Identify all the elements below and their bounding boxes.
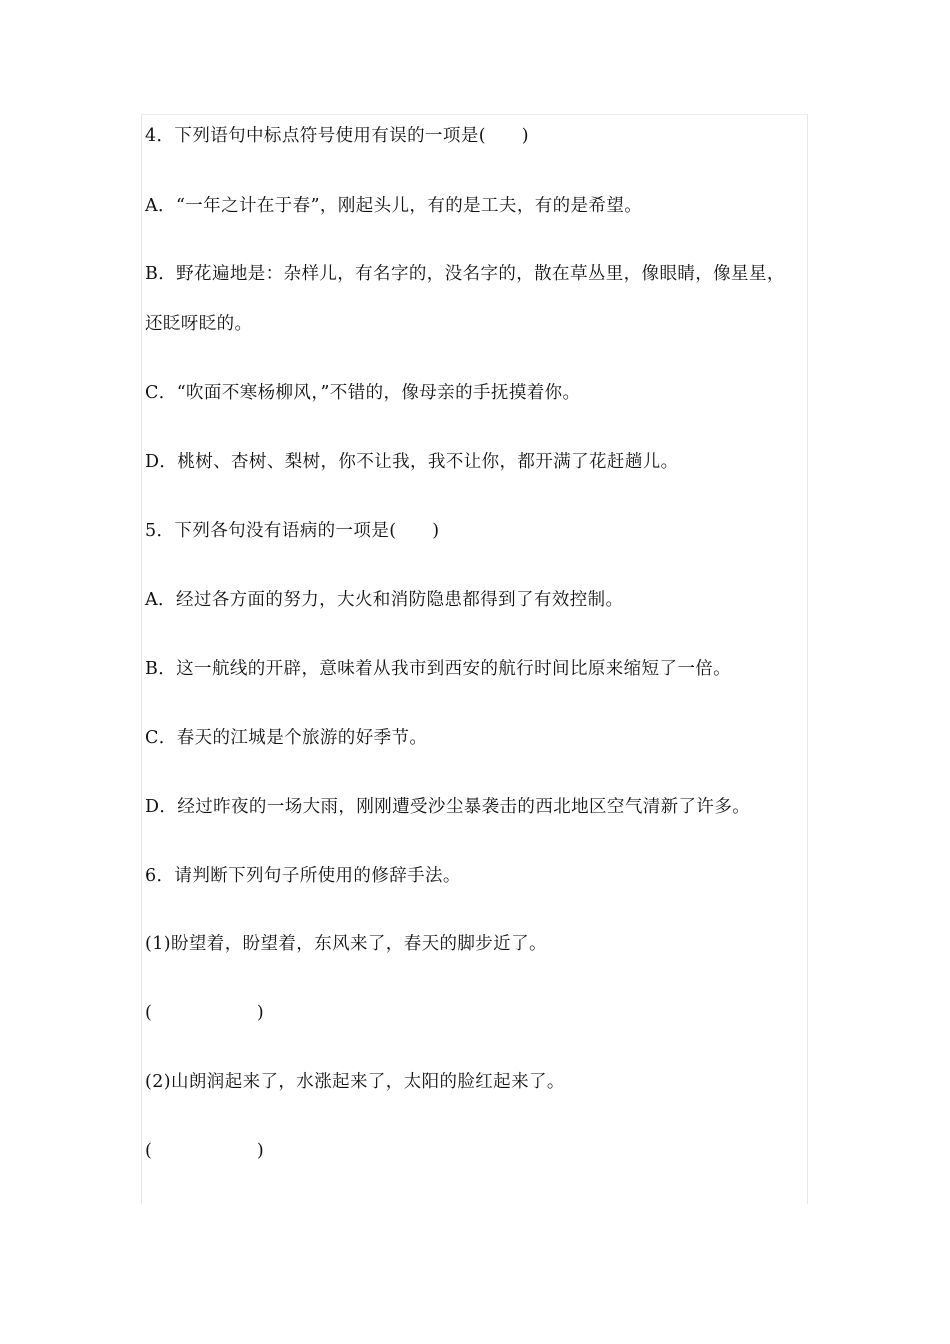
question-6-item-2: (2)山朗润起来了，水涨起来了，太阳的脸红起来了。 <box>145 1072 565 1092</box>
question-5-option-c: C．春天的江城是个旅游的好季节。 <box>145 728 428 748</box>
question-6-item-1-answer-blank: ( ) <box>145 1003 264 1023</box>
question-4-option-b-line2: 还眨呀眨的。 <box>145 314 253 334</box>
question-4-option-a: A．“一年之计在于春”，刚起头儿，有的是工夫，有的是希望。 <box>145 196 643 216</box>
question-6-item-2-answer-blank: ( ) <box>145 1141 264 1161</box>
question-5-stem: 5．下列各句没有语病的一项是( ) <box>145 521 440 541</box>
question-5-option-d: D．经过昨夜的一场大雨，刚刚遭受沙尘暴袭击的西北地区空气清新了许多。 <box>145 797 751 817</box>
question-5-option-a: A．经过各方面的努力，大火和消防隐患都得到了有效控制。 <box>145 590 624 610</box>
question-5-option-b: B．这一航线的开辟，意味着从我市到西安的航行时间比原来缩短了一倍。 <box>145 659 732 679</box>
question-4-option-b-line1: B．野花遍地是：杂样儿，有名字的，没名字的，散在草丛里，像眼睛，像星星， <box>145 264 785 284</box>
question-6-item-1: (1)盼望着，盼望着，东风来了，春天的脚步近了。 <box>145 934 547 954</box>
question-4-option-d: D．桃树、杏树、梨树，你不让我，我不让你，都开满了花赶趟儿。 <box>145 452 679 472</box>
question-6-stem: 6．请判断下列句子所使用的修辞手法。 <box>145 866 461 886</box>
question-4-stem: 4．下列语句中标点符号使用有误的一项是( ) <box>145 126 529 146</box>
question-4-option-c: C．“吹面不寒杨柳风，”不错的，像母亲的手抚摸着你。 <box>145 383 581 403</box>
